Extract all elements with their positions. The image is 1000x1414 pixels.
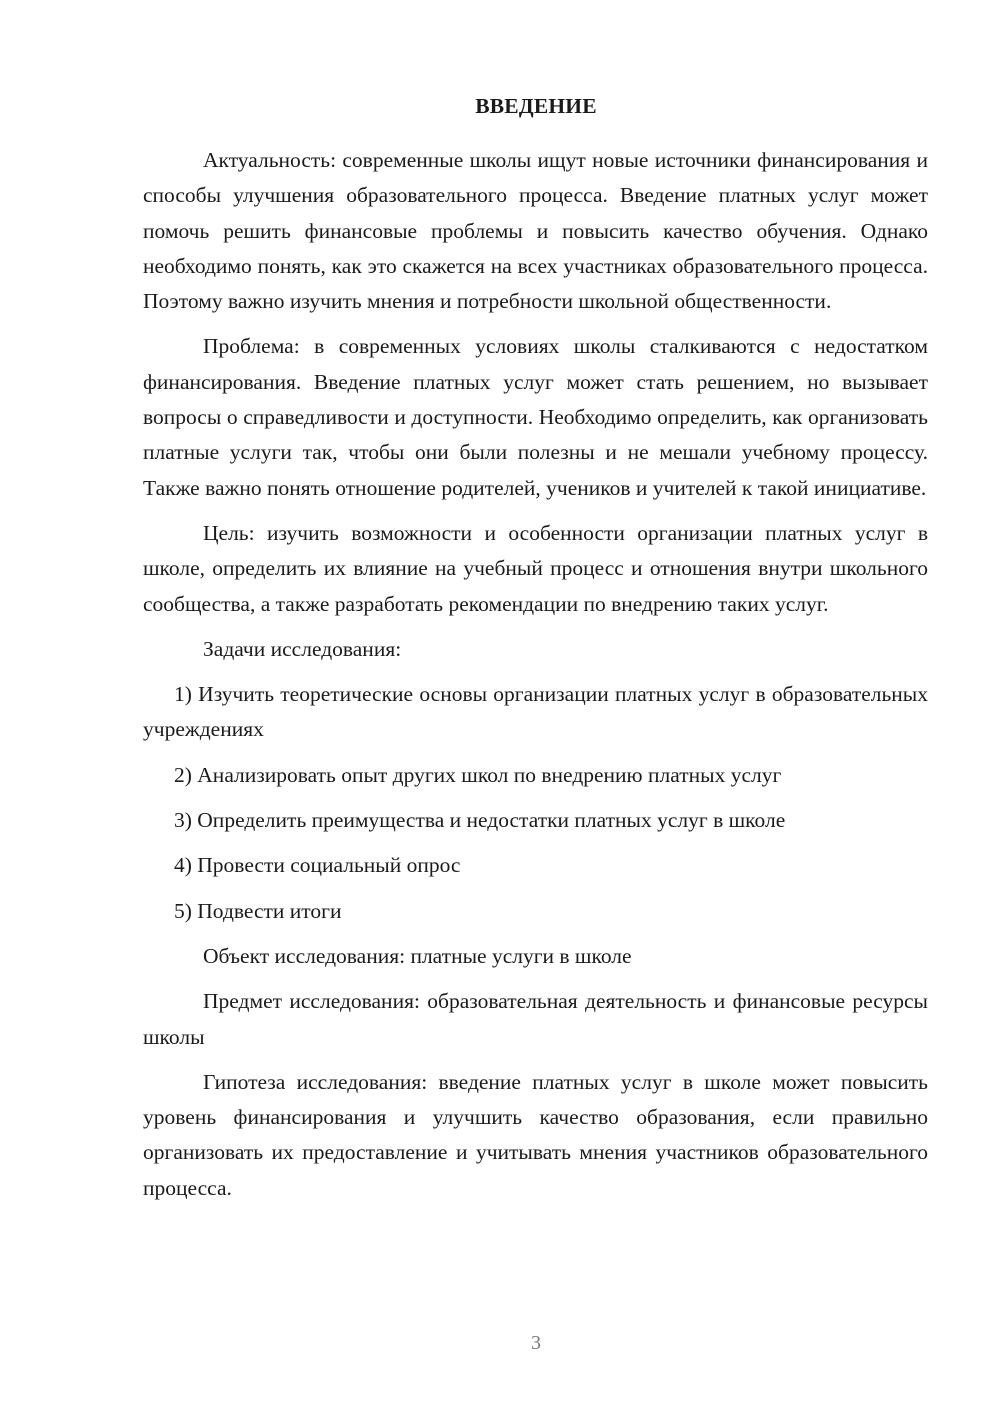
paragraph-object: Объект исследования: платные услуги в школе	[203, 943, 632, 968]
page-number: 3	[531, 1332, 541, 1354]
task-item-1: 1) Изучить теоретические основы организации платных услуг в образовательных учреждениях	[143, 682, 928, 742]
paragraph-goal: Цель: изучить возможности и особенности организации платных услуг в школе, определить их влияние на учебный процесс и отношения внутри школьного сообщества, а также разработать рекомендации по внедрению таких услуг.	[143, 520, 928, 616]
paragraph-tasks-heading: Задачи исследования:	[203, 636, 402, 661]
paragraph-subject: Предмет исследования: образовательная деятельность и финансовые ресурсы школы	[143, 989, 928, 1049]
task-item-2: 2) Анализировать опыт других школ по внедрению платных услуг	[174, 762, 782, 787]
paragraph-relevance: Актуальность: современные школы ищут новые источники финансирования и способы улучшения образовательного процесса. Введение платных услуг может помочь решить финансовые проблемы и повысить качество обучения. Однако необходимо понять, как это скажется на всех участниках образовательного процесса. Поэтому важно изучить мнения и потребности школьной общественности.	[143, 148, 928, 314]
task-item-3: 3) Определить преимущества и недостатки платных услуг в школе	[174, 808, 786, 833]
task-item-5: 5) Подвести итоги	[174, 898, 342, 923]
paragraph-hypothesis: Гипотеза исследования: введение платных услуг в школе может повысить уровень финансирования и улучшить качество образования, если правильно организовать их предоставление и учитывать мнения участников образовательного процесса.	[143, 1069, 928, 1200]
paragraph-problem: Проблема: в современных условиях школы сталкиваются с недостатком финансирования. Введение платных услуг может стать решением, но вызывает вопросы о справедливости и доступности. Необходимо определить, как организовать платные услуги так, чтобы они были полезны и не мешали учебному процессу. Также важно понять отношение родителей, учеников и учителей к такой инициативе.	[143, 334, 928, 500]
task-item-4: 4) Провести социальный опрос	[174, 853, 461, 878]
body-text	[143, 143, 928, 1216]
section-heading: ВВЕДЕНИЕ	[475, 94, 597, 118]
